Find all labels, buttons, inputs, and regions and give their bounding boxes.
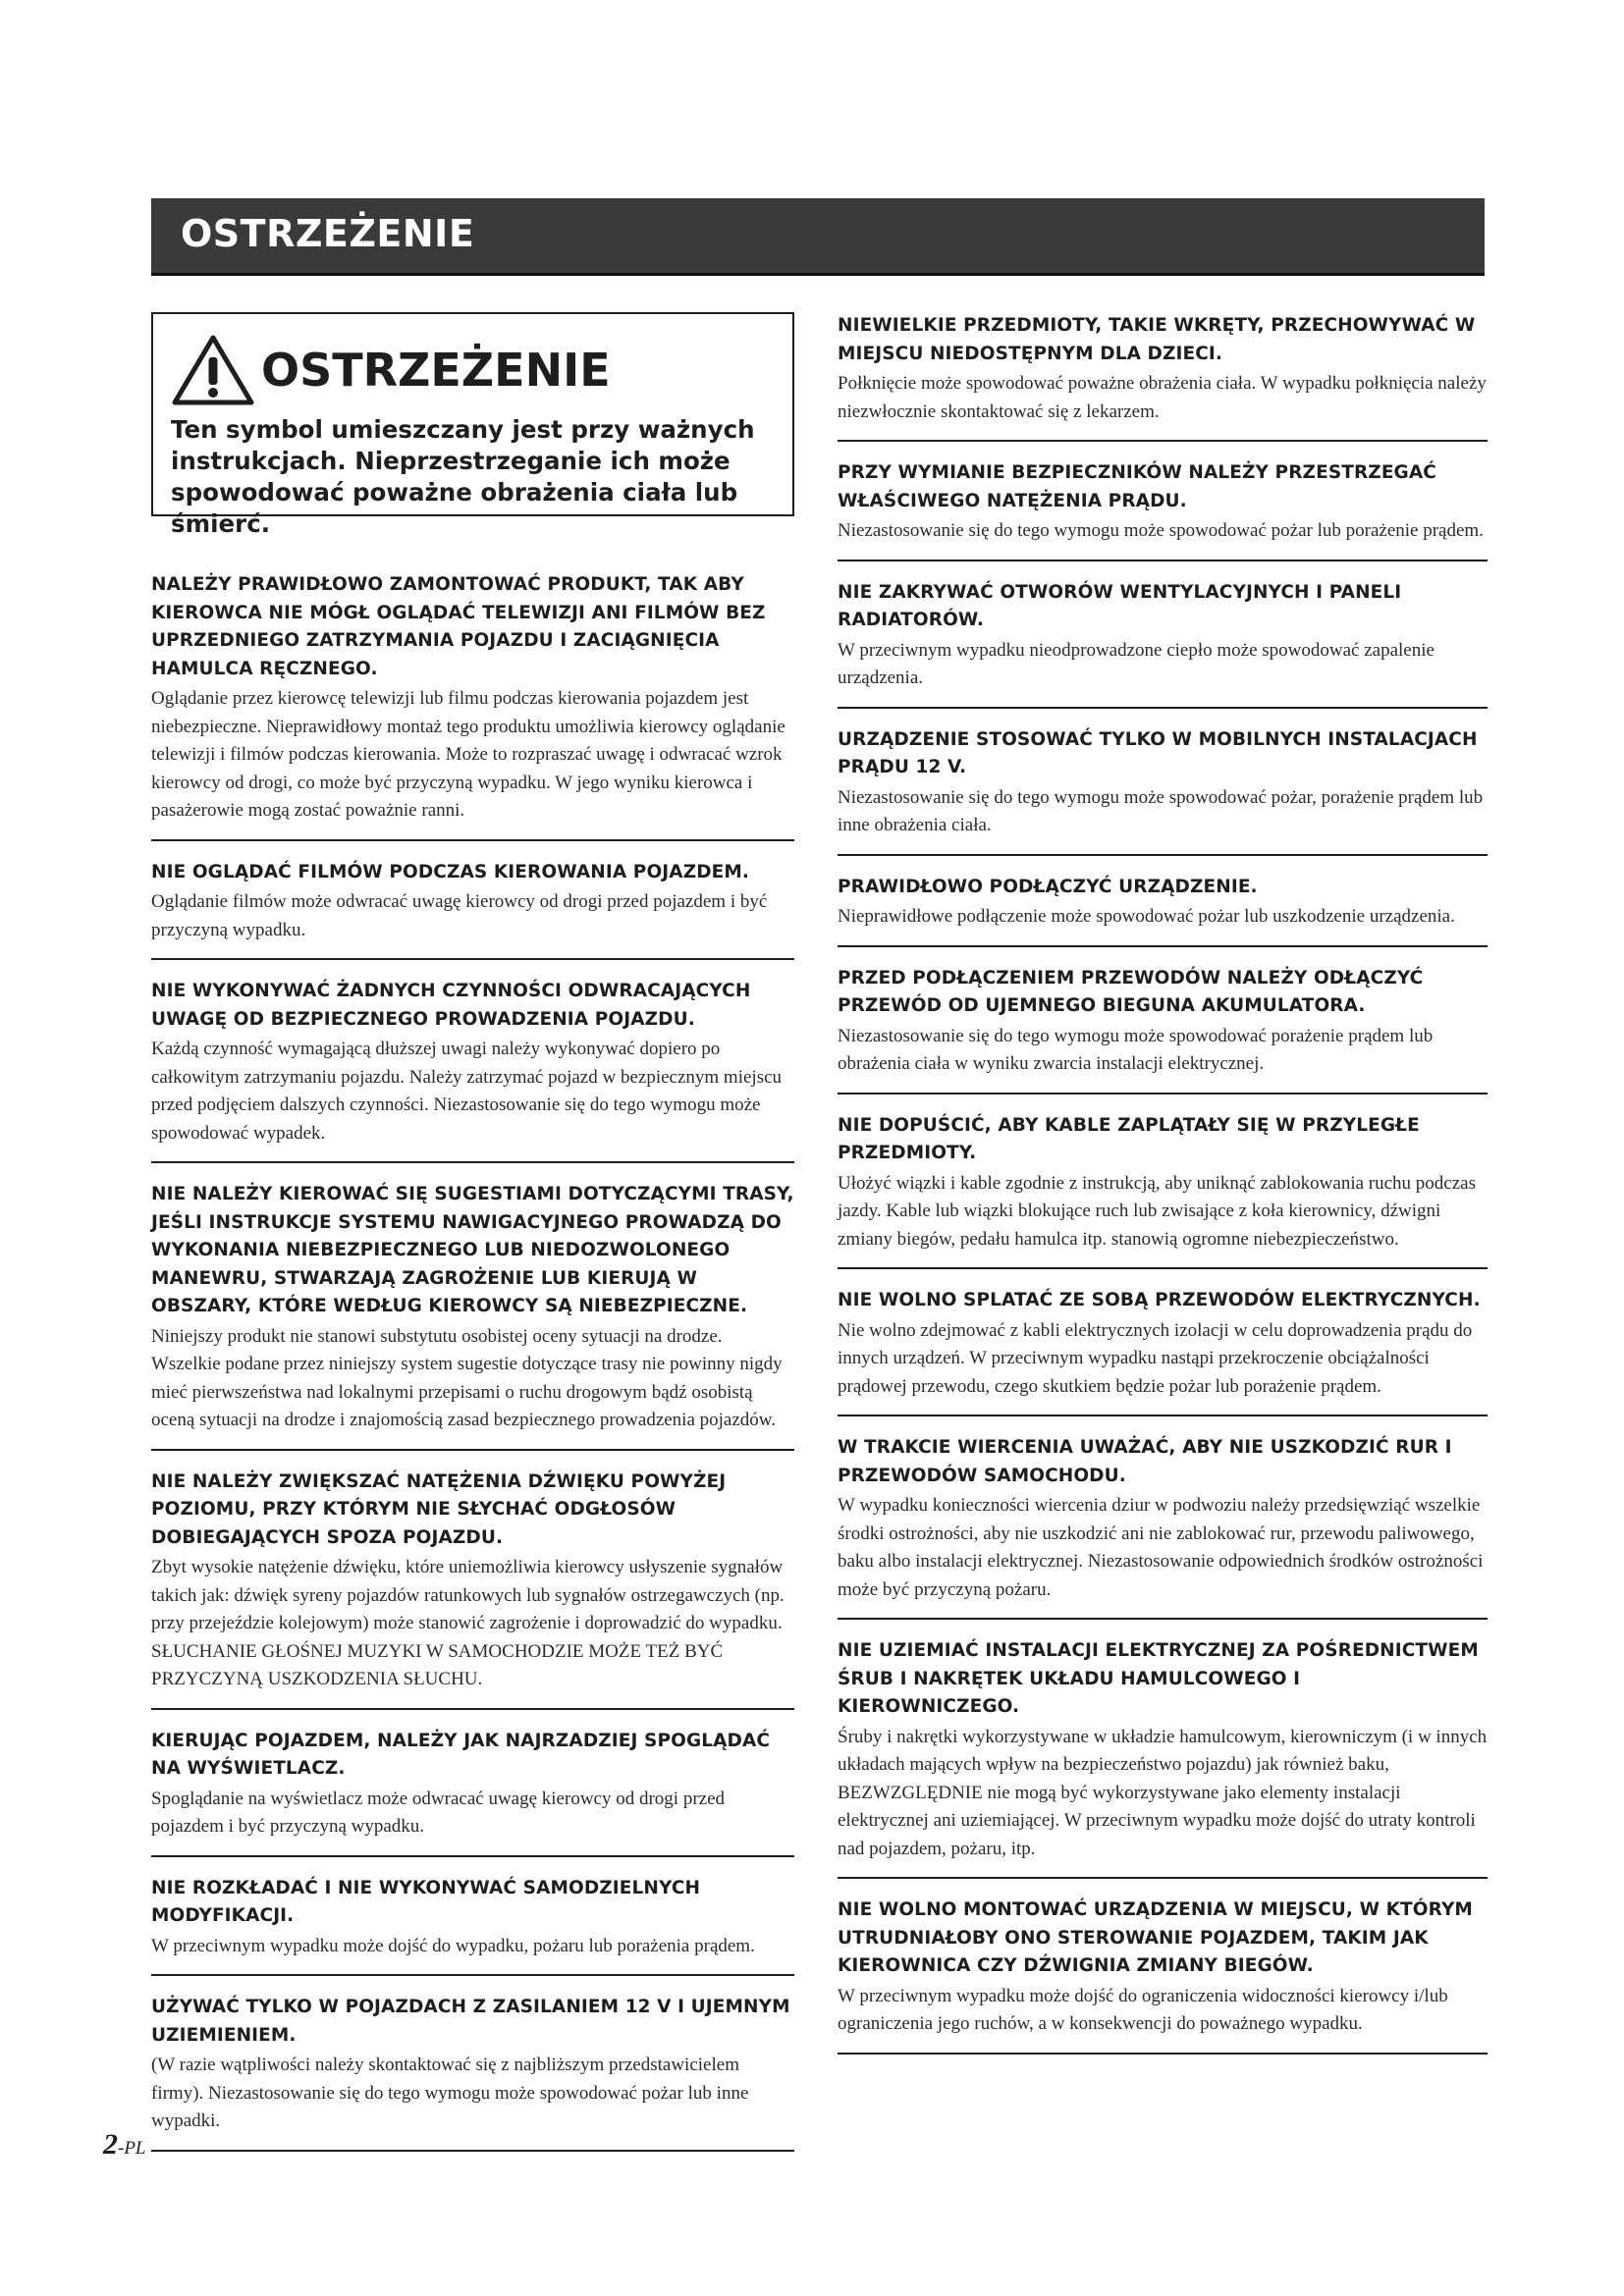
section-body: Oglądanie przez kierowcę telewizji lub filmu podczas kierowania pojazdem jest niebezpieczne. Nieprawidłowy montaż tego produktu umożliwia kierowcy oglądanie telewizji i filmów podczas kierowania. Może to rozpraszać uwagę i odwracać wzrok kierowcy od drogi, co może być przyczyną wypadku. W jego wyniku kierowca i pasażerowie mogą zostać poważnie ranni. (151, 688, 785, 821)
page-number-value: 2 (103, 2128, 118, 2161)
warning-section (838, 1631, 1488, 1879)
section-heading: W TRAKCIE WIERCENIA UWAŻAĆ, ABY NIE USZKODZIĆ RUR I PRZEWODÓW SAMOCHODU. (838, 1437, 1452, 1486)
right-column (838, 312, 1488, 2066)
section-body: Nie wolno zdejmować z kabli elektrycznych izolacji w celu doprowadzenia prądu do innych urządzeń. W przeciwnym wypadku nastąpi przekroczenie obciążalności prądowej przewodu, czego skutkiem będzie pożar lub porażenie prądem. (838, 1319, 1473, 1397)
section-heading: NIE WOLNO MONTOWAĆ URZĄDZENIA W MIEJSCU, W KTÓRYM UTRUDNIAŁOBY ONO STEROWANIE POJAZDEM, TAKIM JAK KIEROWNICA CZY DŹWIGNIA ZMIANY BIEGÓW. (838, 1899, 1473, 1976)
warning-section (838, 454, 1488, 561)
warning-section (838, 868, 1488, 947)
section-heading: NIE NALEŻY ZWIĘKSZAĆ NATĘŻENIA DŹWIĘKU POWYŻEJ POZIOMU, PRZY KTÓRYM NIE SŁYCHAĆ ODGŁOSÓW DOBIEGAJĄCYCH SPOZA POJAZDU. (151, 1470, 727, 1548)
section-body: Nieprawidłowe podłączenie może spowodować pożar lub uszkodzenie urządzenia. (838, 906, 1455, 927)
section-body: Każdą czynność wymagającą dłuższej uwagi należy wykonywać dopiero po całkowitym zatrzymaniu pojazdu. Należy zatrzymać pojazd w bezpiecznym miejscu przed podjęciem dalszych czynności. Niezastosowanie się do tego wymogu może spowodować wypadek. (151, 1039, 783, 1144)
warning-box-title: OSTRZEŻENIE (261, 344, 611, 397)
page-language-suffix: -PL (118, 2138, 146, 2159)
warning-section (151, 1463, 794, 1710)
warning-section (151, 1175, 794, 1451)
section-heading: PRZED PODŁĄCZENIEM PRZEWODÓW NALEŻY ODŁĄCZYĆ PRZEWÓD OD UJEMNEGO BIEGUNA AKUMULATORA. (838, 967, 1424, 1016)
section-body: W wypadku konieczności wiercenia dziur w podwoziu należy przedsięwziąć wszelkie środki ostrożności, aby nie uszkodzić ani nie zablokować rur, przewodu paliwowego, baku albo instalacji elektrycznej. Niezastosowanie odpowiednich środków ostrożności może być przyczyną pożaru. (838, 1495, 1484, 1600)
section-heading: NIE NALEŻY KIEROWAĆ SIĘ SUGESTIAMI DOTYCZĄCYMI TRASY, JEŚLI INSTRUKCJE SYSTEMU NAWIGACYJNEGO PROWADZĄ DO WYKONANIA NIEBEZPIECZNEGO LUB NIEDOZWOLONEGO MANEWRU, STWARZAJĄ ZAGROŻENIE LUB KIERUJĄ W OBSZARY, KTÓRE WEDŁUG KIEROWCY SĄ NIEBEZPIECZNE. (151, 1184, 794, 1316)
left-column (151, 312, 794, 2163)
section-heading: KIERUJĄC POJAZDEM, NALEŻY JAK NAJRZADZIEJ SPOGLĄDAĆ NA WYŚWIETLACZ. (151, 1730, 771, 1779)
warning-triangle-icon (171, 334, 255, 406)
section-body: Połknięcie może spowodować poważne obrażenia ciała. W wypadku połknięcia należy niezwłocznie skontaktować się z lekarzem. (838, 373, 1487, 422)
section-heading: NALEŻY PRAWIDŁOWO ZAMONTOWAĆ PRODUKT, TAK ABY KIEROWCA NIE MÓGŁ OGLĄDAĆ TELEWIZJI ANI FILMÓW BEZ UPRZEDNIEGO ZATRZYMANIA POJAZDU I ZACIĄGNIĘCIA HAMULCA RĘCZNEGO. (151, 574, 766, 679)
section-body: W przeciwnym wypadku nieodprowadzone ciepło może spowodować zapalenie urządzenia. (838, 639, 1435, 688)
section-heading: NIE UZIEMIAĆ INSTALACJI ELEKTRYCZNEJ ZA POŚREDNICTWEM ŚRUB I NAKRĘTEK UKŁADU HAMULCOWEGO I KIEROWNICZEGO. (838, 1640, 1479, 1717)
section-body: Ułożyć wiązki i kable zgodnie z instrukcją, aby uniknąć zablokowania ruchu podczas jazdy. Kable lub wiązki blokujące ruch lub zwisające z koła kierownicy, dźwigni zmiany biegów, pedału hamulca itp. stanowią ogromne niebezpieczeństwo. (838, 1172, 1476, 1250)
banner-title: OSTRZEŻENIE (181, 212, 475, 255)
warning-section (151, 1869, 794, 1977)
section-heading: UŻYWAĆ TYLKO W POJAZDACH Z ZASILANIEM 12 V I UJEMNYM UZIEMIENIEM. (151, 1997, 790, 2046)
warning-section (838, 312, 1488, 442)
page-number (103, 2128, 146, 2162)
section-heading: NIE WOLNO SPLATAĆ ZE SOBĄ PRZEWODÓW ELEKTRYCZNYCH. (838, 1290, 1481, 1310)
section-heading: NIE WYKONYWAĆ ŻADNYCH CZYNNOŚCI ODWRACAJĄCYCH UWAGĘ OD BEZPIECZNEGO PROWADZENIA POJAZDU. (151, 981, 751, 1030)
warning-section (838, 1281, 1488, 1416)
warning-section (838, 721, 1488, 856)
warning-section (151, 565, 794, 841)
section-body: Niniejszy produkt nie stanowi substytutu osobistej oceny sytuacji na drodze. Wszelkie podane przez niniejszy system sugestie dotyczące trasy nie powinny nigdy mieć pierwszeństwa nad lokalnymi przepisami o ruchu drogowym bądź osobistą oceną sytuacji na drodze i znajomością zasad bezpiecznego prowadzenia pojazdów. (151, 1325, 783, 1430)
warning-section (838, 1891, 1488, 2055)
section-body: W przeciwnym wypadku może dojść do wypadku, pożaru lub porażenia prądem. (151, 1935, 755, 1956)
warning-section (151, 1988, 794, 2152)
warning-box (151, 312, 794, 538)
section-heading: PRAWIDŁOWO PODŁĄCZYĆ URZĄDZENIE. (838, 876, 1258, 897)
warning-section (838, 1428, 1488, 1620)
section-body: Niezastosowanie się do tego wymogu może spowodować pożar lub porażenie prądem. (838, 520, 1484, 541)
section-heading: NIE ROZKŁADAĆ I NIE WYKONYWAĆ SAMODZIELNYCH MODYFIKACJI. (151, 1877, 701, 1926)
warning-section (838, 959, 1488, 1095)
section-banner (151, 198, 1485, 276)
section-heading: NIE DOPUŚCIĆ, ABY KABLE ZAPLĄTAŁY SIĘ W PRZYLEGŁE PRZEDMIOTY. (838, 1114, 1420, 1163)
section-body: Oglądanie filmów może odwracać uwagę kierowcy od drogi przed pojazdem i być przyczyną wypadku. (151, 891, 768, 940)
section-heading: NIEWIELKIE PRZEDMIOTY, TAKIE WKRĘTY, PRZECHOWYWAĆ W MIEJSCU NIEDOSTĘPNYM DLA DZIECI. (838, 315, 1476, 364)
section-body: Spoglądanie na wyświetlacz może odwracać uwagę kierowcy od drogi przed pojazdem i być przyczyną wypadku. (151, 1788, 726, 1837)
warning-section (151, 853, 794, 961)
section-heading: URZĄDZENIE STOSOWAĆ TYLKO W MOBILNYCH INSTALACJACH PRĄDU 12 V. (838, 728, 1478, 777)
section-heading: NIE OGLĄDAĆ FILMÓW PODCZAS KIEROWANIA POJAZDEM. (151, 861, 750, 882)
section-body: Niezastosowanie się do tego wymogu może spowodować porażenie prądem lub obrażenia ciała w wyniku zwarcia instalacji elektrycznej. (838, 1025, 1434, 1074)
warning-box-text: Ten symbol umieszczany jest przy ważnych instrukcjach. Nieprzestrzeganie ich może spowodować poważne obrażenia ciała lub śmierć. (171, 415, 755, 538)
section-body: Niezastosowanie się do tego wymogu może spowodować pożar, porażenie prądem lub inne obrażenia ciała. (838, 786, 1484, 835)
warning-section (151, 1722, 794, 1857)
warning-section (838, 573, 1488, 709)
section-heading: PRZY WYMIANIE BEZPIECZNIKÓW NALEŻY PRZESTRZEGAĆ WŁAŚCIWEGO NATĘŻENIA PRĄDU. (838, 462, 1436, 511)
warning-section (151, 972, 794, 1163)
section-body: W przeciwnym wypadku może dojść do ograniczenia widoczności kierowcy i/lub ograniczenia jego ruchów, a w konsekwencji do poważnego wypadku. (838, 1985, 1448, 2034)
section-body: Śruby i nakrętki wykorzystywane w układzie hamulcowym, kierowniczym (i w innych układach mających wpływ na bezpieczeństwo pojazdu) jak również baku, BEZWZGLĘDNIE nie mogą być wykorzystywane jako elementy instalacji elektrycznej ani uziemiającej. W przeciwnym wypadku może dojść do utraty kontroli nad pojazdem, pożaru, itp. (838, 1726, 1488, 1859)
section-heading: NIE ZAKRYWAĆ OTWORÓW WENTYLACYJNYCH I PANELI RADIATORÓW. (838, 581, 1402, 630)
warning-section (838, 1106, 1488, 1270)
section-body: Zbyt wysokie natężenie dźwięku, które uniemożliwia kierowcy usłyszenie sygnałów takich jak: dźwięk syreny pojazdów ratunkowych lub sygnałów ostrzegawczych (np. przy przejeździe kolejowym) może stanowić zagrożenie i doprowadzić do wypadku. SŁUCHANIE GŁOŚNEJ MUZYKI W SAMOCHODZIE MOŻE TEŻ BYĆ PRZYCZYNĄ USZKODZENIA SŁUCHU. (151, 1557, 785, 1689)
section-body: (W razie wątpliwości należy skontaktować się z najbliższym przedstawicielem firmy). Niezastosowanie się do tego wymogu może spowodować pożar lub inne wypadki. (151, 2055, 749, 2131)
